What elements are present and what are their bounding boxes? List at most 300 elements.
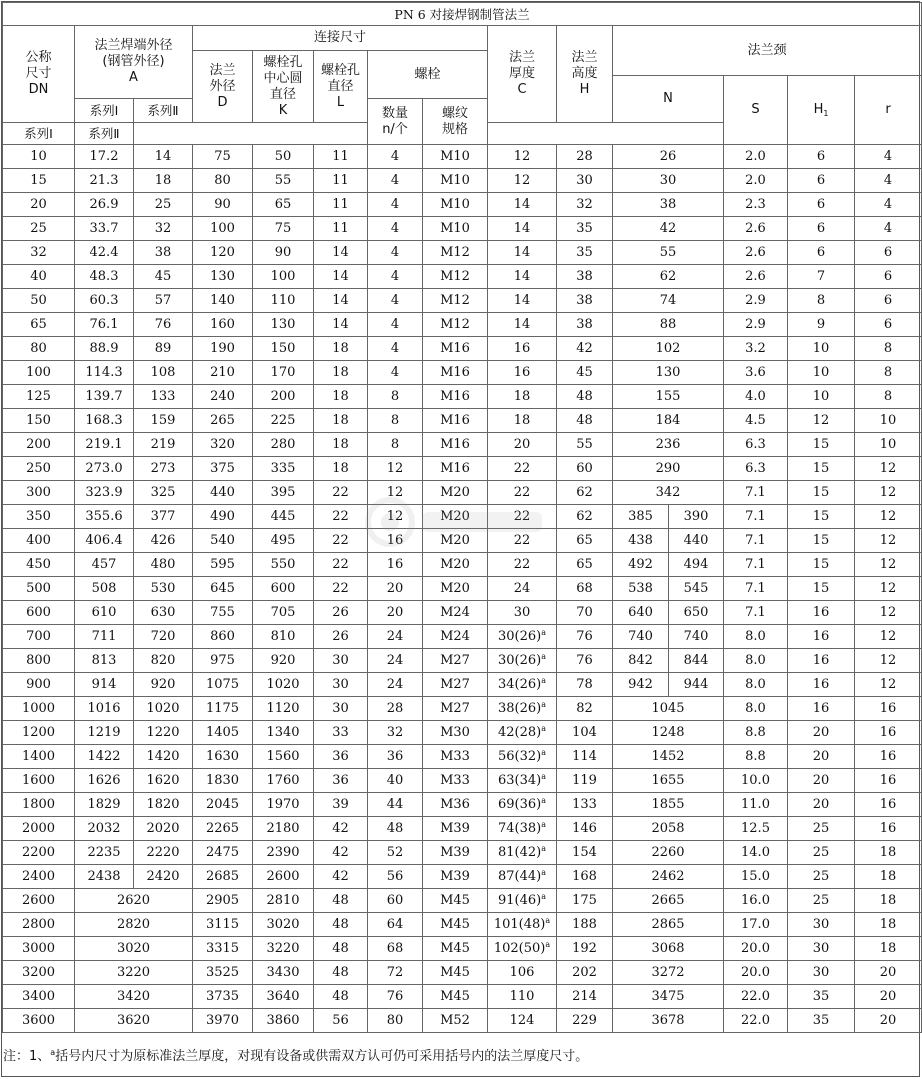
cell-d: 490 [193, 505, 253, 529]
cell-c [488, 673, 557, 697]
cell-c [488, 889, 557, 913]
cell-height: 168 [557, 865, 613, 889]
cell-neck-n: 38 [613, 193, 724, 217]
cell-dn: 250 [3, 457, 75, 481]
cell-c-value: 14 [513, 269, 531, 284]
cell-c [488, 601, 557, 625]
cell-bolt-spec: M39 [423, 865, 488, 889]
cell-k: 2390 [253, 841, 314, 865]
cell-r: 16 [855, 721, 922, 745]
cell-bolt-spec: M45 [423, 985, 488, 1009]
header-k [253, 51, 314, 123]
cell-h1: 6 [788, 169, 855, 193]
cell-a-series1: 1422 [75, 745, 134, 769]
cell-d: 320 [193, 433, 253, 457]
cell-bolt-qty: 24 [368, 625, 423, 649]
cell-height: 146 [557, 817, 613, 841]
cell-c-footnote-marker: a [541, 820, 546, 829]
cell-bolt-qty: 48 [368, 817, 423, 841]
cell-c-value: 22 [513, 509, 531, 524]
cell-h1: 35 [788, 1009, 855, 1033]
table-row [3, 481, 922, 505]
cell-d: 130 [193, 265, 253, 289]
cell-c-footnote-marker: a [541, 772, 546, 781]
cell-neck-n: 290 [613, 457, 724, 481]
table-row [3, 889, 922, 913]
cell-c-value: 20 [513, 437, 531, 452]
cell-r: 16 [855, 769, 922, 793]
cell-a-series1: 114.3 [75, 361, 134, 385]
table-row [3, 673, 922, 697]
cell-l: 22 [314, 481, 368, 505]
cell-neck-n: 55 [613, 241, 724, 265]
cell-c [488, 841, 557, 865]
cell-c [488, 289, 557, 313]
table-row [3, 1009, 922, 1033]
cell-r: 18 [855, 841, 922, 865]
header-height [557, 26, 613, 123]
cell-a-series2: 920 [134, 673, 193, 697]
cell-bolt-spec: M20 [423, 529, 488, 553]
cell-a-series1: 2032 [75, 817, 134, 841]
cell-c [488, 577, 557, 601]
cell-dn: 800 [3, 649, 75, 673]
cell-c [488, 433, 557, 457]
cell-s: 7.1 [724, 481, 788, 505]
cell-r: 6 [855, 265, 922, 289]
cell-c-value: 14 [513, 197, 531, 212]
cell-c [488, 265, 557, 289]
cell-neck-n-series2: 944 [669, 673, 724, 697]
cell-s: 10.0 [724, 769, 788, 793]
table-row [3, 457, 922, 481]
cell-r: 6 [855, 289, 922, 313]
cell-a-series2: 108 [134, 361, 193, 385]
cell-h1: 35 [788, 985, 855, 1009]
cell-bolt-spec: M10 [423, 193, 488, 217]
cell-k: 280 [253, 433, 314, 457]
cell-a-series2: 720 [134, 625, 193, 649]
cell-bolt-qty: 12 [368, 505, 423, 529]
footnote [3, 1049, 588, 1065]
cell-s: 3.2 [724, 337, 788, 361]
cell-r: 4 [855, 169, 922, 193]
table-row [3, 577, 922, 601]
cell-bolt-spec: M45 [423, 889, 488, 913]
cell-dn: 3000 [3, 937, 75, 961]
cell-neck-n-series1: 842 [613, 649, 669, 673]
cell-k: 2810 [253, 889, 314, 913]
cell-a-series1: 2235 [75, 841, 134, 865]
cell-h1: 6 [788, 193, 855, 217]
header-a [75, 26, 193, 99]
cell-neck-n-series1: 385 [613, 505, 669, 529]
cell-d: 3115 [193, 913, 253, 937]
table-row [3, 385, 922, 409]
cell-k: 1340 [253, 721, 314, 745]
cell-l: 33 [314, 721, 368, 745]
cell-a-series2: 219 [134, 433, 193, 457]
table-row [3, 769, 922, 793]
cell-d: 2475 [193, 841, 253, 865]
cell-a: 2620 [75, 889, 193, 913]
cell-bolt-qty: 8 [368, 433, 423, 457]
cell-a-series2: 25 [134, 193, 193, 217]
cell-l: 36 [314, 745, 368, 769]
cell-h1: 15 [788, 457, 855, 481]
cell-d: 1630 [193, 745, 253, 769]
cell-s: 8.8 [724, 721, 788, 745]
cell-h1: 25 [788, 841, 855, 865]
cell-a-series2: 325 [134, 481, 193, 505]
cell-dn: 2800 [3, 913, 75, 937]
cell-c [488, 793, 557, 817]
cell-a-series2: 18 [134, 169, 193, 193]
header-h1 [788, 76, 855, 145]
cell-c [488, 337, 557, 361]
cell-height: 119 [557, 769, 613, 793]
cell-bolt-qty: 4 [368, 241, 423, 265]
cell-c-value: 30(26) [497, 653, 542, 668]
table-body [3, 145, 922, 1033]
cell-r: 16 [855, 817, 922, 841]
cell-neck-n: 1655 [613, 769, 724, 793]
cell-s: 7.1 [724, 529, 788, 553]
cell-h1: 25 [788, 865, 855, 889]
cell-k: 170 [253, 361, 314, 385]
cell-bolt-spec: M36 [423, 793, 488, 817]
cell-bolt-spec: M12 [423, 241, 488, 265]
cell-h1: 16 [788, 601, 855, 625]
cell-h1: 20 [788, 769, 855, 793]
cell-neck-n: 1045 [613, 697, 724, 721]
cell-height: 114 [557, 745, 613, 769]
cell-d: 1075 [193, 673, 253, 697]
cell-bolt-spec: M16 [423, 433, 488, 457]
cell-height: 188 [557, 913, 613, 937]
cell-l: 11 [314, 169, 368, 193]
header-n-series2: 系列Ⅱ [75, 123, 134, 145]
cell-height: 214 [557, 985, 613, 1009]
cell-dn: 100 [3, 361, 75, 385]
cell-a-series2: 57 [134, 289, 193, 313]
cell-height: 76 [557, 649, 613, 673]
cell-a-series1: 48.3 [75, 265, 134, 289]
cell-a-series2: 1620 [134, 769, 193, 793]
cell-c-value: 110 [509, 989, 535, 1004]
cell-s: 7.1 [724, 505, 788, 529]
cell-r: 12 [855, 481, 922, 505]
cell-dn: 80 [3, 337, 75, 361]
cell-l: 18 [314, 337, 368, 361]
cell-s: 11.0 [724, 793, 788, 817]
cell-neck-n: 342 [613, 481, 724, 505]
cell-s: 8.8 [724, 745, 788, 769]
cell-h1: 16 [788, 697, 855, 721]
cell-l: 26 [314, 601, 368, 625]
header-a-series2: 系列Ⅱ [134, 99, 193, 123]
header-r: r [855, 76, 922, 145]
cell-neck-n-series1: 438 [613, 529, 669, 553]
cell-l: 18 [314, 409, 368, 433]
table-row [3, 193, 922, 217]
cell-bolt-qty: 24 [368, 649, 423, 673]
cell-l: 11 [314, 193, 368, 217]
cell-k: 550 [253, 553, 314, 577]
cell-d: 3735 [193, 985, 253, 1009]
cell-a: 3220 [75, 961, 193, 985]
cell-c-value: 18 [513, 389, 531, 404]
cell-bolt-spec: M10 [423, 217, 488, 241]
cell-k: 100 [253, 265, 314, 289]
cell-c [488, 697, 557, 721]
cell-c-footnote-marker: a [541, 868, 546, 877]
cell-c [488, 361, 557, 385]
header-c [488, 26, 557, 123]
cell-a-series1: 457 [75, 553, 134, 577]
cell-c [488, 217, 557, 241]
cell-d: 240 [193, 385, 253, 409]
cell-k: 810 [253, 625, 314, 649]
cell-dn: 400 [3, 529, 75, 553]
header-spec [423, 99, 488, 145]
header-d-label: 法兰 外径 D [209, 62, 236, 110]
cell-h1: 20 [788, 793, 855, 817]
cell-neck-n: 155 [613, 385, 724, 409]
cell-bolt-spec: M16 [423, 361, 488, 385]
cell-l: 36 [314, 769, 368, 793]
cell-height: 35 [557, 217, 613, 241]
cell-l: 11 [314, 145, 368, 169]
cell-h1: 20 [788, 721, 855, 745]
table-row [3, 241, 922, 265]
cell-d: 160 [193, 313, 253, 337]
cell-dn: 500 [3, 577, 75, 601]
cell-dn: 50 [3, 289, 75, 313]
cell-neck-n-series1: 640 [613, 601, 669, 625]
cell-s: 8.0 [724, 697, 788, 721]
cell-a-series2: 32 [134, 217, 193, 241]
cell-h1: 6 [788, 145, 855, 169]
footnote-marker: a [50, 1048, 56, 1057]
cell-l: 22 [314, 553, 368, 577]
cell-bolt-spec: M20 [423, 577, 488, 601]
table-row [3, 337, 922, 361]
cell-neck-n: 74 [613, 289, 724, 313]
cell-k: 1120 [253, 697, 314, 721]
cell-h1: 30 [788, 913, 855, 937]
cell-r: 18 [855, 889, 922, 913]
cell-bolt-qty: 60 [368, 889, 423, 913]
cell-height: 154 [557, 841, 613, 865]
cell-a-series2: 89 [134, 337, 193, 361]
table-row [3, 217, 922, 241]
cell-s: 2.9 [724, 313, 788, 337]
cell-dn: 150 [3, 409, 75, 433]
cell-bolt-spec: M24 [423, 601, 488, 625]
cell-c-value: 38(26) [497, 701, 542, 716]
cell-bolt-spec: M12 [423, 265, 488, 289]
flange-dimension-table [2, 2, 922, 1033]
cell-r: 4 [855, 217, 922, 241]
cell-neck-n-series2: 545 [669, 577, 724, 601]
cell-c-footnote-marker: a [541, 748, 546, 757]
cell-bolt-qty: 4 [368, 289, 423, 313]
cell-k: 65 [253, 193, 314, 217]
table-row [3, 409, 922, 433]
cell-k: 2600 [253, 865, 314, 889]
cell-neck-n: 2462 [613, 865, 724, 889]
cell-neck-n-series2: 650 [669, 601, 724, 625]
cell-height: 229 [557, 1009, 613, 1033]
cell-k: 705 [253, 601, 314, 625]
cell-k: 445 [253, 505, 314, 529]
cell-d: 440 [193, 481, 253, 505]
cell-a-series1: 1626 [75, 769, 134, 793]
cell-h1: 15 [788, 553, 855, 577]
cell-c-value: 56(32) [497, 749, 542, 764]
cell-s: 2.6 [724, 265, 788, 289]
cell-c [488, 961, 557, 985]
cell-height: 55 [557, 433, 613, 457]
cell-d: 120 [193, 241, 253, 265]
cell-h1: 15 [788, 433, 855, 457]
cell-a-series1: 610 [75, 601, 134, 625]
cell-a-series1: 813 [75, 649, 134, 673]
cell-s: 6.3 [724, 457, 788, 481]
table-row [3, 553, 922, 577]
cell-k: 225 [253, 409, 314, 433]
cell-a-series1: 33.7 [75, 217, 134, 241]
cell-r: 20 [855, 961, 922, 985]
cell-s: 22.0 [724, 1009, 788, 1033]
header-bolt: 螺栓 [368, 51, 488, 99]
cell-h1: 10 [788, 337, 855, 361]
cell-l: 48 [314, 961, 368, 985]
cell-c-value: 106 [509, 965, 535, 980]
cell-s: 15.0 [724, 865, 788, 889]
header-dn-label: 公称 尺寸 DN [25, 50, 52, 97]
cell-k: 3430 [253, 961, 314, 985]
cell-height: 65 [557, 553, 613, 577]
cell-r: 12 [855, 601, 922, 625]
cell-a-series1: 323.9 [75, 481, 134, 505]
cell-neck-n: 2260 [613, 841, 724, 865]
cell-neck-n: 3272 [613, 961, 724, 985]
cell-l: 48 [314, 937, 368, 961]
cell-r: 6 [855, 313, 922, 337]
cell-a-series1: 76.1 [75, 313, 134, 337]
cell-d: 2685 [193, 865, 253, 889]
cell-a-series2: 426 [134, 529, 193, 553]
cell-s: 7.1 [724, 601, 788, 625]
cell-bolt-spec: M20 [423, 553, 488, 577]
cell-dn: 125 [3, 385, 75, 409]
cell-a-series2: 273 [134, 457, 193, 481]
cell-l: 42 [314, 865, 368, 889]
cell-bolt-qty: 12 [368, 457, 423, 481]
table-row [3, 817, 922, 841]
cell-l: 18 [314, 433, 368, 457]
cell-s: 2.9 [724, 289, 788, 313]
cell-a: 2820 [75, 913, 193, 937]
cell-r: 12 [855, 673, 922, 697]
cell-neck-n: 2865 [613, 913, 724, 937]
cell-bolt-spec: M27 [423, 673, 488, 697]
cell-h1: 20 [788, 745, 855, 769]
header-dn [3, 26, 75, 123]
cell-a: 3620 [75, 1009, 193, 1033]
table-row [3, 961, 922, 985]
cell-d: 190 [193, 337, 253, 361]
cell-dn: 32 [3, 241, 75, 265]
cell-dn: 20 [3, 193, 75, 217]
cell-l: 30 [314, 673, 368, 697]
cell-c [488, 817, 557, 841]
cell-r: 20 [855, 1009, 922, 1033]
cell-neck-n: 1248 [613, 721, 724, 745]
footnote-prefix: 注：1、 [3, 1049, 51, 1064]
cell-bolt-spec: M52 [423, 1009, 488, 1033]
cell-bolt-spec: M24 [423, 625, 488, 649]
cell-l: 39 [314, 793, 368, 817]
cell-neck-n: 26 [613, 145, 724, 169]
cell-a-series1: 17.2 [75, 145, 134, 169]
cell-a-series1: 273.0 [75, 457, 134, 481]
cell-height: 48 [557, 409, 613, 433]
table-row [3, 745, 922, 769]
cell-l: 18 [314, 361, 368, 385]
cell-dn: 2200 [3, 841, 75, 865]
cell-c [488, 169, 557, 193]
cell-l: 48 [314, 985, 368, 1009]
cell-bolt-spec: M45 [423, 961, 488, 985]
cell-r: 4 [855, 145, 922, 169]
cell-l: 22 [314, 577, 368, 601]
table-row [3, 169, 922, 193]
cell-k: 110 [253, 289, 314, 313]
cell-d: 3525 [193, 961, 253, 985]
cell-neck-n: 3068 [613, 937, 724, 961]
cell-a-series2: 45 [134, 265, 193, 289]
cell-bolt-qty: 8 [368, 409, 423, 433]
footnote-text: 括号内尺寸为原标准法兰厚度，对现有设备或供需双方认可仍可采用括号内的法兰厚度尺寸。 [55, 1049, 589, 1064]
table-row [3, 625, 922, 649]
cell-c-footnote-marker: a [541, 652, 546, 661]
cell-height: 35 [557, 241, 613, 265]
cell-a-series1: 1829 [75, 793, 134, 817]
cell-k: 3860 [253, 1009, 314, 1033]
cell-bolt-qty: 4 [368, 145, 423, 169]
cell-d: 2905 [193, 889, 253, 913]
cell-k: 395 [253, 481, 314, 505]
cell-c [488, 865, 557, 889]
cell-a-series1: 2438 [75, 865, 134, 889]
cell-l: 42 [314, 841, 368, 865]
cell-a: 3020 [75, 937, 193, 961]
cell-neck-n: 1855 [613, 793, 724, 817]
header-k-label: 螺栓孔 中心圆 直径 K [263, 54, 303, 118]
cell-c-value: 16 [513, 341, 531, 356]
cell-height: 175 [557, 889, 613, 913]
cell-bolt-spec: M33 [423, 769, 488, 793]
cell-s: 16.0 [724, 889, 788, 913]
cell-c-value: 14 [513, 293, 531, 308]
cell-height: 62 [557, 481, 613, 505]
cell-l: 26 [314, 625, 368, 649]
cell-c-value: 22 [513, 461, 531, 476]
cell-bolt-qty: 12 [368, 481, 423, 505]
